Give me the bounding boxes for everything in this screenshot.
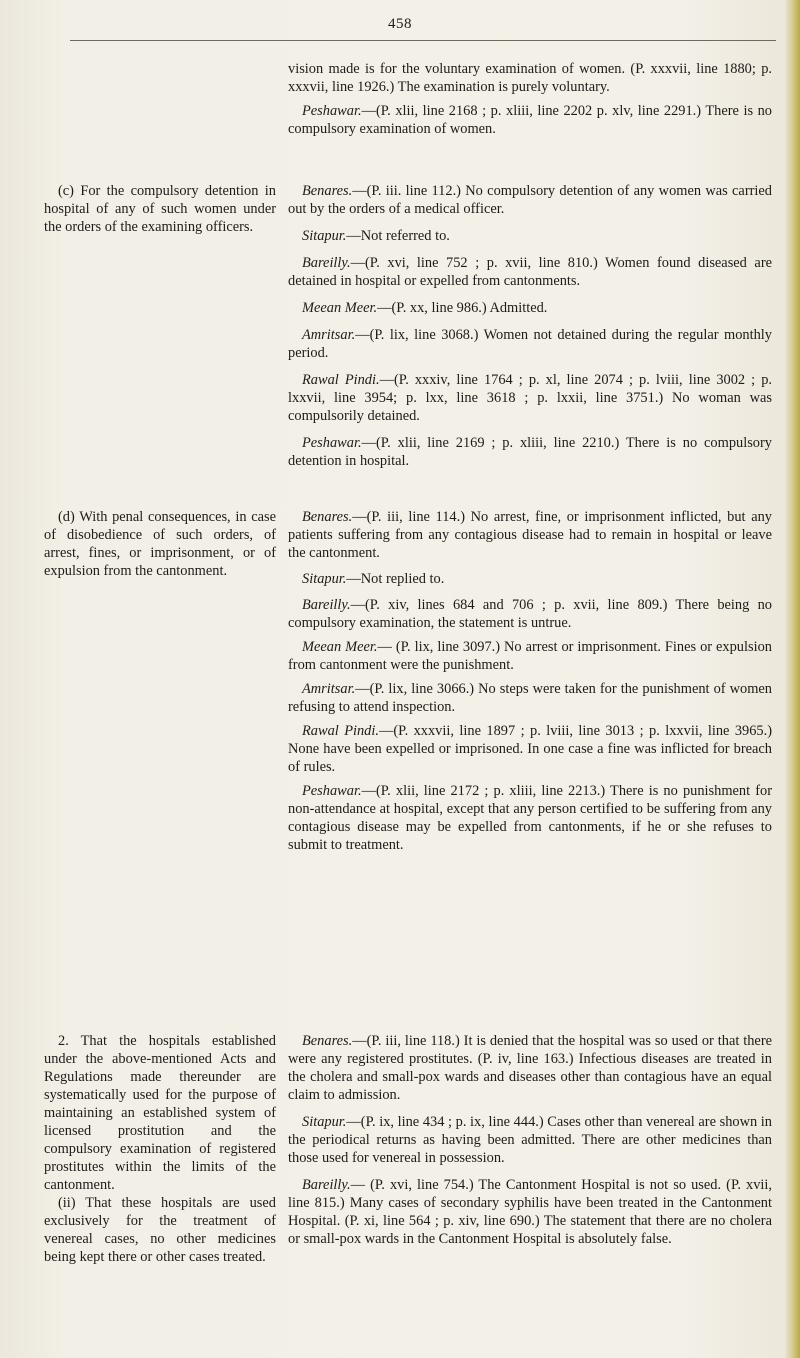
- evidence-text: —(P. xvi, line 752 ; p. xvii, line 810.) Women found diseased are detained in hospital or expelled from cantonments.: [288, 255, 772, 289]
- evidence-text: —(P. iii, line 114.) No arrest, fine, or imprisonment inflicted, but any patients suffering from any contagious disease had to remain in hospital or leave the cantonment.: [288, 509, 772, 561]
- evidence-text: — (P. lix, line 3097.) No arrest or imprisonment. Fines or expulsion from cantonment were the punishment.: [288, 639, 772, 673]
- allegation-text: (d) With penal consequences, in case of disobedience of such orders, of arrest, fines, or imprisonment, or of expulsion from the cantonment.: [44, 509, 276, 579]
- evidence-entry: [288, 371, 772, 425]
- evidence-text: —(P. xlii, line 2172 ; p. xliii, line 2213.) There is no punishment for non-attendance at hospital, except that any person certified to be suffering from any contagious disease may be expelled from cantonments, if he or she refuses to submit to treatment.: [288, 783, 772, 853]
- station-name: Peshawar.: [302, 783, 362, 799]
- evidence-entry: [288, 1032, 772, 1104]
- evidence-block-penalties: [288, 508, 772, 854]
- evidence-entry: [288, 782, 772, 854]
- station-name: Sitapur.: [302, 1114, 347, 1130]
- allegation-c: [44, 182, 276, 236]
- evidence-text: —(P. ix, line 434 ; p. ix, line 444.) Cases other than venereal are shown in the periodical returns as having been admitted. There are other medicines than those used for venereal in possession.: [288, 1114, 772, 1166]
- evidence-entry: [288, 1176, 772, 1248]
- evidence-text: vision made is for the voluntary examination of women. (P. xxxvii, line 1880; p. xxxvii, line 1926.) The examination is purely voluntary.: [288, 61, 772, 95]
- allegation-text: (ii) That these hospitals are used exclusively for the treatment of venereal cases, no other medicines being kept there or other cases treated.: [44, 1195, 276, 1265]
- header-rule: [70, 40, 776, 41]
- station-name: Meean Meer.: [302, 639, 378, 655]
- evidence-text: —(P. lix, line 3066.) No steps were taken for the punishment of women refusing to attend inspection.: [288, 681, 772, 715]
- evidence-entry: [288, 102, 772, 138]
- evidence-entry: [288, 434, 772, 470]
- station-name: Benares.: [302, 509, 353, 525]
- station-name: Meean Meer.: [302, 300, 378, 316]
- page-edge: [786, 0, 800, 1358]
- station-name: Bareilly.: [302, 597, 351, 613]
- station-name: Rawal Pindi.: [302, 723, 379, 739]
- evidence-entry: [288, 326, 772, 362]
- evidence-text: —(P. xxxvii, line 1897 ; p. lviii, line 3013 ; p. lxxvii, line 3965.) None have been expelled or imprisoned. In one case a fine was inflicted for breach of rules.: [288, 723, 772, 775]
- evidence-block-detention: [288, 182, 772, 470]
- evidence-text: —(P. xx, line 986.) Admitted.: [377, 300, 548, 316]
- evidence-text: —(P. xlii, line 2168 ; p. xliii, line 2202 p. xlv, line 2291.) There is no compulsory examination of women.: [288, 103, 772, 137]
- allegation-text: (c) For the compulsory detention in hospital of any of such women under the orders of the examining officers.: [44, 183, 276, 235]
- evidence-text: —(P. xiv, lines 684 and 706 ; p. xvii, line 809.) There being no compulsory examination, the statement is untrue.: [288, 597, 772, 631]
- station-name: Amritsar.: [302, 681, 356, 697]
- station-name: Amritsar.: [302, 327, 356, 343]
- evidence-text: — (P. xvi, line 754.) The Cantonment Hospital is not so used. (P. xvii, line 815.) Many cases of secondary syphilis have been treated in the Cantonment Hospital. (P. xi, line 564 ; p. xiv, line 690.) The statement that there are no cholera or small-pox wards in the Cantonment Hospital is absolutely false.: [288, 1177, 772, 1247]
- evidence-text: —(P. lix, line 3068.) Women not detained during the regular monthly period.: [288, 327, 772, 361]
- evidence-text: —(P. xlii, line 2169 ; p. xliii, line 2210.) There is no compulsory detention in hospital.: [288, 435, 772, 469]
- evidence-entry: [288, 254, 772, 290]
- station-name: Benares.: [302, 183, 353, 199]
- evidence-entry: [288, 1113, 772, 1167]
- evidence-entry: [288, 570, 772, 588]
- page-number: 458: [388, 16, 412, 32]
- evidence-text: —(P. iii. line 112.) No compulsory detention of any women was carried out by the orders of a medical officer.: [288, 183, 772, 217]
- evidence-entry: [288, 60, 772, 96]
- allegation-2: [44, 1032, 276, 1266]
- station-name: Benares.: [302, 1033, 353, 1049]
- evidence-entry: [288, 227, 772, 245]
- station-name: Bareilly.: [302, 255, 351, 271]
- evidence-entry: [288, 508, 772, 562]
- evidence-text: —Not referred to.: [346, 228, 450, 244]
- evidence-block-hospitals: [288, 1032, 772, 1248]
- evidence-entry: [288, 596, 772, 632]
- evidence-entry: [288, 299, 772, 317]
- station-name: Peshawar.: [302, 103, 362, 119]
- evidence-text: —(P. iii, line 118.) It is denied that the hospital was so used or that there were any registered prostitutes. (P. iv, line 163.) Infectious diseases are treated in the cholera and small-pox wards and diseases other than contagious have an equal claim to admission.: [288, 1033, 772, 1103]
- evidence-text: —Not replied to.: [346, 571, 445, 587]
- station-name: Sitapur.: [302, 571, 347, 587]
- evidence-block-voluntary: [288, 60, 772, 138]
- station-name: Sitapur.: [302, 228, 347, 244]
- evidence-entry: [288, 680, 772, 716]
- allegation-d: [44, 508, 276, 580]
- station-name: Rawal Pindi.: [302, 372, 380, 388]
- allegation-text: 2. That the hospitals established under the above-mentioned Acts and Regulations made thereunder are systematically used for the purpose of maintaining an established system of licensed prostitution and the compulsory examination of registered prostitutes within the limits of the cantonment.: [44, 1033, 276, 1193]
- station-name: Bareilly.: [302, 1177, 351, 1193]
- evidence-entry: [288, 638, 772, 674]
- station-name: Peshawar.: [302, 435, 362, 451]
- evidence-text: —(P. xxxiv, line 1764 ; p. xl, line 2074 ; p. lviii, line 3002 ; p. lxxvii, line 3954; p. lxx, line 3618 ; p. lxxii, line 3751.) No woman was compulsorily detained.: [288, 372, 772, 424]
- evidence-entry: [288, 182, 772, 218]
- evidence-entry: [288, 722, 772, 776]
